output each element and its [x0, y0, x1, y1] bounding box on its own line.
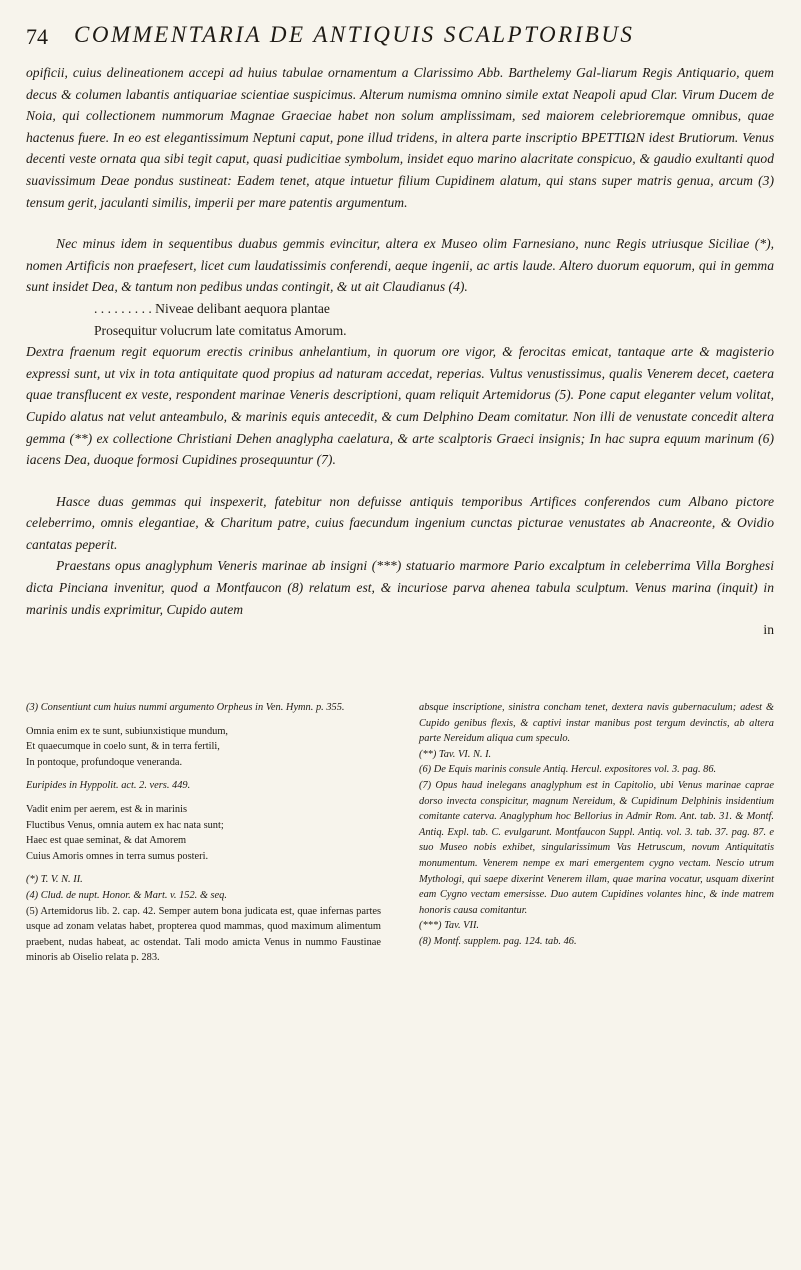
paragraph-4: Hasce duas gemmas qui inspexerit, fatebitur non defuisse antiquis temporibus Artifices conferendos cum Albano pictore celeberrimo, omnis elegantiae, & Charitum patre, cuius faecundum ingenium cunctas picturae venustates ab Anacreonte, & Ovidio cantatas peperit.: [26, 493, 774, 552]
footnote-7: (7) Opus haud inelegans anaglyphum est in Capitolio, ubi Venus marinae caprae dorso invecta conspicitur, magnum Nereidum, & Cupidinum Delphinis insidentium comitante caterva. Anaglyphum hoc Bellorius in Admir Rom. Ant. tab. 31. & Montf. Antiq. Expl. tab. C. evulgarunt. Montfaucon Suppl. Antiq. vol. 3. tab. 37. pag. 87. e suo Museo nobis exhibet, singularissimum Vas Hetruscum, novum Antiquitatis monumentum. Venerem nempe ex mari emergentem cygno vectam. Nescio utrum Mythologi, qui saepe dixerint Venerem illam, quae marina vocatur, usquam dixerint eam Cygno vectam emersisse. Duo autem Cupidines volantes hinc, & inde matrem honoris causa comitantur.: [419, 779, 774, 916]
verse-line-1: . . . . . . . . . Niveae delibant aequora plantae: [94, 300, 330, 316]
quote-line: Vadit enim per aerem, est & in marinis: [26, 803, 188, 815]
quote-line: Et quaecumque in coelo sunt, & in terra fertili,: [26, 741, 220, 753]
footnote-3: (3) Consentiunt cum huius nummi argumento Orpheus in Ven. Hymn. p. 355.: [26, 702, 345, 713]
quote-line: Haec est quae seminat, & dat Amorem: [26, 835, 187, 847]
paragraph-5: Praestans opus anaglyphum Veneris marinae ab insigni (***) statuario marmore Pario excalptum in celeberrima Villa Borghesi dicta Pinciana invenitur, quod a Montfaucon (8) relatum est, & incuriose parva ahenea tabula sculptum. Venus marina (inquit) in marinis undis exprimitur, Cupido autem: [26, 558, 774, 617]
footnote-8: (8) Montf. supplem. pag. 124. tab. 46.: [419, 935, 577, 947]
paragraph-3: Dextra fraenum regit equorum erectis crinibus anhelantium, in quorum ore vigor, & ferocitas emicat, tantaque arte & magisterio expressi sunt, ut vix in tota antiquitate quod propius ad naturam accedat, reperias. Vultus venustissimus, qualis Venerem decet, caetera quae transflucent ex veste, respondent marinae Veneris descriptioni, quam reliquit Artemidorus (5). Pone caput eleganter velum volitat, Cupido alatus nat velut anteambulo, & marinis equis antecedit, & cum Delphino Deam comitatur. Non illi de venustate concedit altera gemma (**) ex collectione Christiani Dehen anaglypha caelatura, & arte scalptoris Graeci insignis; In hac supra equum marinum (6) iacens Dea, duoque formosi Cupidines prosequuntur (7).: [26, 344, 774, 468]
quote-line: Cuius Amoris omnes in terra sumus posteri.: [26, 850, 209, 862]
footnotes-right-column: [419, 700, 774, 966]
footnote-star: (*) T. V. N. II.: [26, 874, 83, 886]
footnote-continuation: absque inscriptione, sinistra concham tenet, dextera navis gubernaculum; adest & Cupido genibus flexis, & captivi instar manibus post tergum devinctis, ab altera parte Nereidum aliqua cum speculo.: [419, 702, 774, 745]
quote-line: Fluctibus Venus, omnia autem ex hac nata sunt;: [26, 819, 224, 831]
catchword: in: [763, 622, 774, 638]
footnote-triple-star: (***) Tav. VII.: [419, 920, 480, 932]
paragraph-1: opificii, cuius delineationem accepi ad huius tabulae ornamentum a Clarissimo Abb. Barthelemy Gal-liarum Regis Antiquario, quem decus & columen labantis antiquariae scientiae suspicimus. Alterum numisma omnino simile extat Neapoli apud Clar. Virum Ducem de Noia, qui collectionem nummorum Magnae Graeciae habet non solum amplissimam, sed maiorem celebrioremque omnibus, quae hactenus fuere. In eo est elegantissimum Neptuni caput, pone illud tridens, in altera parte inscriptio ΒΡΕΤΤΙΩΝ idest Brutiorum. Venus decenti veste ornata qua sibi tegit caput, quasi pudicitiae symbolum, insidet equo marino alacritate conspicuo, & gaudio exultanti quod suavissimum Deae pondus sustineat: Eadem tenet, atque intuetur filium Cupidinem alatum, qui stans super matris genua, arcum (3) tensum gerit, jaculanti similis, imperii per mare patentis argumentum.: [26, 65, 774, 210]
quote-line: Omnia enim ex te sunt, subiunxistique mundum,: [26, 725, 229, 737]
page-number: 74: [26, 24, 48, 49]
main-text: [26, 62, 774, 640]
footnotes: [26, 700, 774, 966]
verse-line-2: Prosequitur volucrum late comitatus Amorum.: [94, 322, 347, 338]
running-head: [26, 20, 774, 50]
footnotes-left-column: [26, 700, 381, 966]
euripides-reference: Euripides in Hyppolit. act. 2. vers. 449.: [26, 780, 191, 792]
footnote-4: (4) Clud. de nupt. Honor. & Mart. v. 152. & seq.: [26, 889, 227, 901]
footnote-6: (6) De Equis marinis consule Antiq. Hercul. expositores vol. 3. pag. 86.: [419, 764, 717, 776]
footnote-double-star: (**) Tav. VI. N. I.: [419, 748, 492, 760]
quote-line: In pontoque, profundoque veneranda.: [26, 756, 183, 768]
footnote-5: (5) Artemidorus lib. 2. cap. 42. Semper autem bona judicata est, quae infernas partes usque ad zonam velatas habet, propterea quod mammas, quod maximum alimentum praebent, nudas habeat, ac ostendat. Tali modo amicta Venus in nummo Faustinae minoris ab Oiselio relata p. 283.: [26, 905, 381, 964]
paragraph-2: Nec minus idem in sequentibus duabus gemmis evincitur, altera ex Museo olim Farnesiano, nunc Regis utriusque Siciliae (*), nomen Artificis non praefesert, licet cum laudatissimis conferendi, aeque ingenii, ac artis laude. Altero duorum equorum, qui in gemma sunt insidet Dea, & tantum non pedibus undas contingit, & ut ait Claudianus (4).: [26, 236, 774, 295]
running-title: COMMENTARIA DE ANTIQUIS SCALPTORIBUS: [74, 22, 635, 47]
